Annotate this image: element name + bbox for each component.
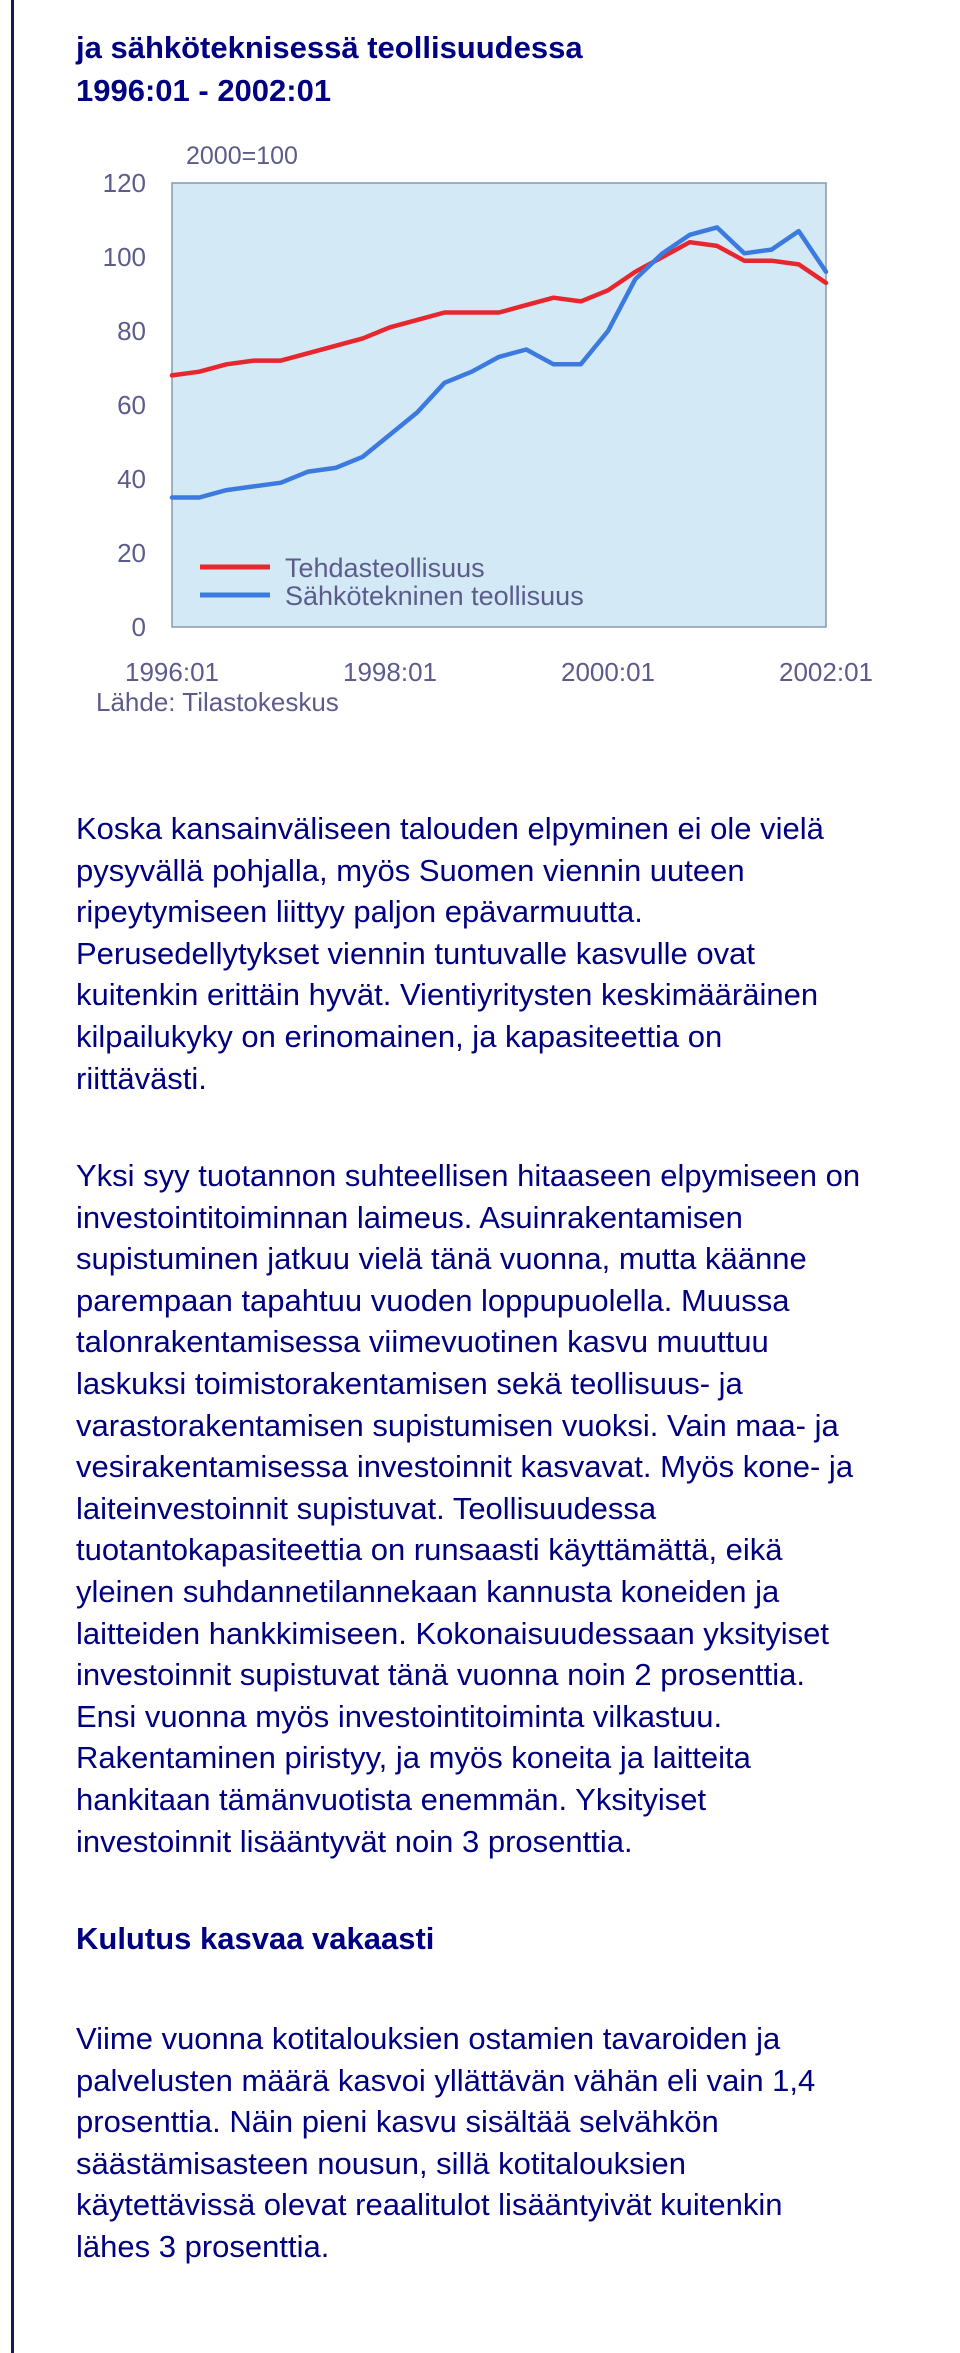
text-line: tuotantokapasiteettia on runsaasti käyttämättä, eikä	[76, 1532, 783, 1568]
text-line: lähes 3 prosenttia.	[76, 2228, 330, 2264]
paragraph-investment	[76, 1155, 960, 1862]
text-line: laiteinvestoinnit supistuvat. Teollisuudessa	[76, 1490, 657, 1526]
text-line: kilpailukyky on erinomainen, ja kapasiteettia on	[76, 1018, 723, 1054]
index-line-chart	[0, 130, 960, 730]
unit-label: 2000=100	[186, 142, 298, 170]
chart-heading	[76, 26, 916, 112]
x-tick-label: 1996:01	[125, 657, 219, 687]
text-line: hankitaan tämänvuotista enemmän. Yksityiset	[76, 1781, 707, 1817]
text-line: säästämisasteen nousun, sillä kotitalouksien	[76, 2145, 687, 2181]
chart-svg	[0, 130, 960, 730]
text-line: laskuksi toimistorakentamisen sekä teollisuus- ja	[76, 1365, 743, 1401]
text-line: talonrakentamisessa viimevuotinen kasvu muuttuu	[76, 1324, 769, 1360]
text-line: Yksi syy tuotannon suhteellisen hitaaseen elpymiseen on	[76, 1158, 861, 1193]
y-axis	[103, 168, 146, 642]
chart-heading-line-2: 1996:01 - 2002:01	[76, 73, 332, 108]
text-line: Perusedellytykset viennin tuntuvalle kasvulle ovat	[76, 935, 755, 971]
section-heading: Kulutus kasvaa vakaasti	[76, 1921, 435, 1956]
text-line: ripeytymiseen liittyy paljon epävarmuutta.	[76, 894, 643, 930]
text-line: Viime vuonna kotitalouksien ostamien tavaroiden ja	[76, 2021, 781, 2056]
text-line: investointitoiminnan laimeus. Asuinrakentamisen	[76, 1199, 743, 1235]
x-axis	[125, 657, 873, 687]
text-line: riittävästi.	[76, 1060, 207, 1096]
y-tick-label: 40	[117, 464, 146, 494]
text-line: prosenttia. Näin pieni kasvu sisältää selvähkön	[76, 2104, 719, 2140]
text-line: vesirakentamisessa investoinnit kasvavat. Myös kone- ja	[76, 1449, 854, 1485]
text-line: yleinen suhdannetilannekaan kannusta koneiden ja	[76, 1573, 780, 1609]
text-line: Koska kansainväliseen talouden elpyminen ei ole vielä	[76, 811, 824, 846]
text-line: käytettävissä olevat reaalitulot lisääntyivät kuitenkin	[76, 2187, 783, 2223]
x-tick-label: 2000:01	[561, 657, 655, 687]
chart-source: Lähde: Tilastokeskus	[96, 687, 339, 717]
text-line: investoinnit supistuvat tänä vuonna noin 2 prosenttia.	[76, 1657, 805, 1693]
x-tick-label: 2002:01	[779, 657, 873, 687]
y-tick-label: 0	[131, 612, 146, 642]
x-tick-label: 1998:01	[343, 657, 437, 687]
text-line: parempaan tapahtuu vuoden loppupuolella. Muussa	[76, 1282, 790, 1318]
paragraph-export-outlook	[76, 808, 960, 1099]
chart-heading-line-1: ja sähköteknisessä teollisuudessa	[76, 30, 583, 65]
y-tick-label: 120	[102, 168, 146, 198]
text-line: investoinnit lisääntyvät noin 3 prosenttia.	[76, 1823, 633, 1859]
legend-label-tehdasteollisuus: Tehdasteollisuus	[285, 553, 485, 583]
y-tick-label: 80	[117, 316, 146, 346]
text-line: laitteiden hankkimiseen. Kokonaisuudessaan yksityiset	[76, 1615, 830, 1651]
text-line: pysyvällä pohjalla, myös Suomen viennin uuteen	[76, 852, 745, 888]
text-line: varastorakentamisen supistumisen vuoksi. Vain maa- ja	[76, 1407, 839, 1443]
y-tick-label: 100	[102, 242, 146, 272]
text-line: kuitenkin erittäin hyvät. Vientiyritysten keskimääräinen	[76, 977, 819, 1013]
text-line: Rakentaminen piristyy, ja myös koneita ja laitteita	[76, 1740, 751, 1776]
text-line: supistuminen jatkuu vielä tänä vuonna, mutta käänne	[76, 1241, 807, 1277]
y-tick-label: 20	[117, 538, 146, 568]
y-tick-label: 60	[117, 390, 146, 420]
legend-label-sahkotekninen: Sähkötekninen teollisuus	[285, 581, 584, 611]
paragraph-consumption	[76, 2018, 960, 2268]
text-line: Ensi vuonna myös investointitoiminta vilkastuu.	[76, 1698, 723, 1734]
text-line: palvelusten määrä kasvoi yllättävän vähän eli vain 1,4	[76, 2062, 816, 2098]
